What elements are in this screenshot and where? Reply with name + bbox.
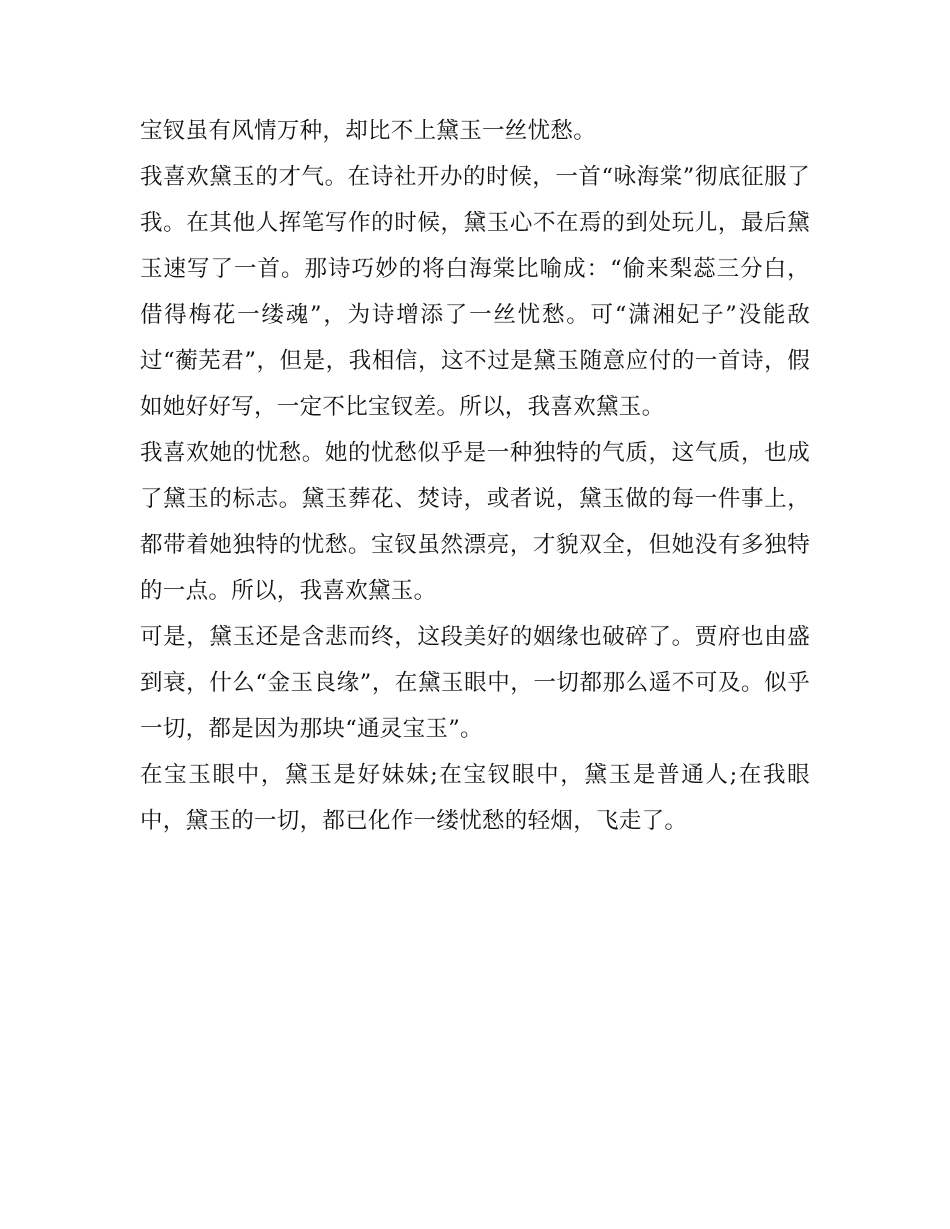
- paragraph-1: 宝钗虽有风情万种，却比不上黛玉一丝忧愁。: [140, 118, 597, 144]
- essay-body: [140, 108, 810, 844]
- paragraph-2: 我喜欢黛玉的才气。在诗社开办的时候，一首“咏海棠”彻底征服了我。在其他人挥笔写作的时候，黛玉心不在焉的到处玩儿，最后黛玉速写了一首。那诗巧妙的将白海棠比喻成：“偷来梨蕊三分白，借得梅花一缕魂”，为诗增添了一丝忧愁。可“潇湘妃子”没能敌过“蘅芜君”，但是，我相信，这不过是黛玉随意应付的一首诗，假如她好好写，一定不比宝钗差。所以，我喜欢黛玉。: [140, 164, 810, 420]
- paragraph-3: 我喜欢她的忧愁。她的忧愁似乎是一种独特的气质，这气质，也成了黛玉的标志。黛玉葬花、焚诗，或者说，黛玉做的每一件事上，都带着她独特的忧愁。宝钗虽然漂亮，才貌双全，但她没有多独特的一点。所以，我喜欢黛玉。: [140, 440, 810, 604]
- paragraph-4: 可是，黛玉还是含悲而终，这段美好的姻缘也破碎了。贾府也由盛到衰，什么“金玉良缘”，在黛玉眼中，一切都那么遥不可及。似乎一切，都是因为那块“通灵宝玉”。: [140, 624, 810, 742]
- paragraph-5: 在宝玉眼中，黛玉是好妹妹;在宝钗眼中，黛玉是普通人;在我眼中，黛玉的一切，都已化作一缕忧愁的轻烟，飞走了。: [140, 762, 810, 834]
